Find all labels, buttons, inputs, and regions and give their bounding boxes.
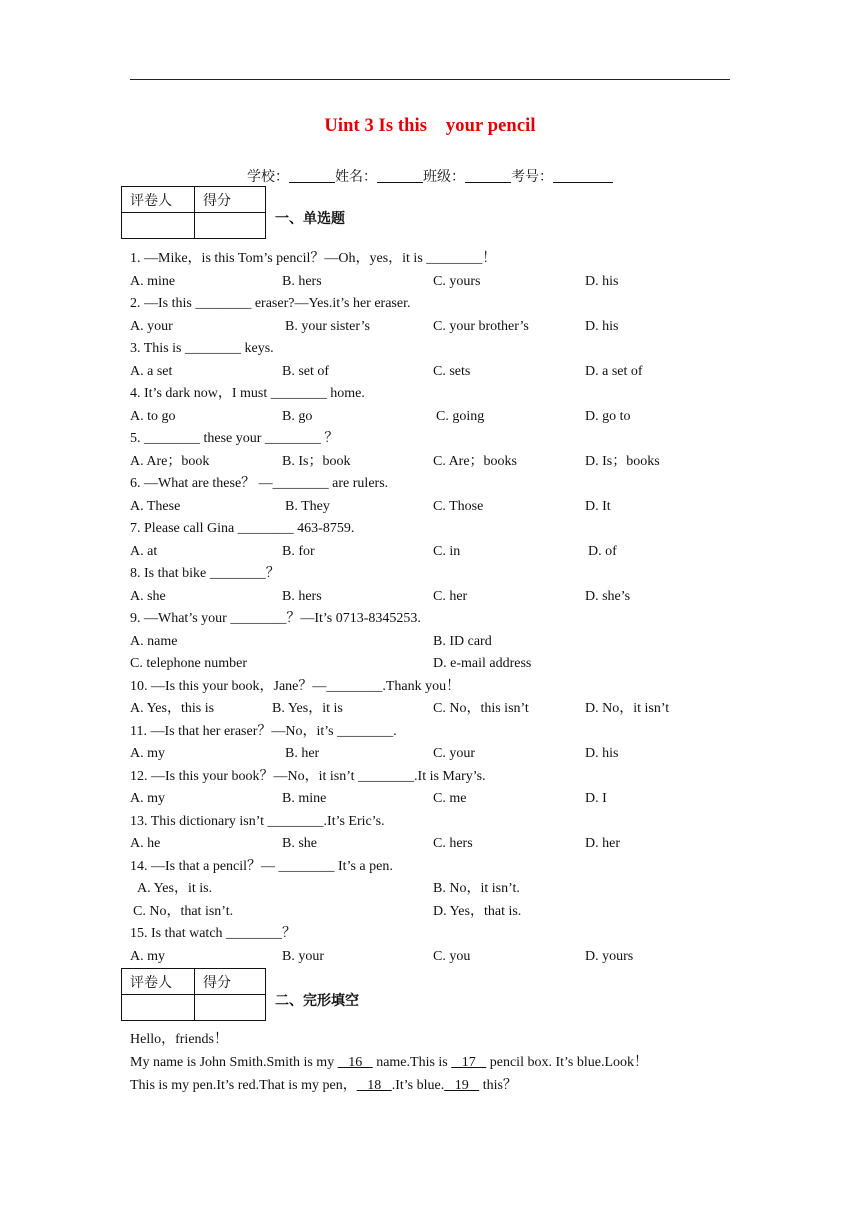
answer-option[interactable]: B. go	[282, 408, 313, 424]
school-blank[interactable]	[289, 168, 335, 183]
cloze-blank-16[interactable]: 16	[337, 1055, 373, 1070]
answer-option[interactable]: C. Are；books	[433, 453, 517, 469]
answer-option[interactable]: B. her	[285, 746, 320, 761]
school-label: 学校：	[247, 170, 289, 185]
answer-option[interactable]: C. yours	[433, 273, 481, 289]
answer-option[interactable]: A. mine	[130, 273, 176, 289]
answer-option[interactable]: D. her	[585, 836, 620, 851]
answer-option[interactable]: A. Yes，it is.	[137, 881, 213, 896]
reviewer-header: 评卷人	[122, 969, 195, 995]
answer-option[interactable]: D. yours	[585, 948, 634, 964]
answer-option[interactable]: D. she’s	[585, 588, 631, 604]
answer-option[interactable]: A. my	[130, 948, 165, 964]
exam-number-label: 考号：	[511, 170, 553, 185]
answer-option[interactable]: C. in	[433, 543, 461, 559]
grader-score-box-2	[121, 968, 266, 1021]
question-stem: 7. Please call Gina ________ 463-8759.	[130, 521, 355, 536]
cloze-text: This is my pen.It’s red.That is my pen，	[130, 1078, 357, 1093]
answer-option[interactable]: D. a set of	[585, 363, 643, 379]
question-stem: 12. —Is this your book？—No，it isn’t ________.It is Mary’s.	[130, 768, 486, 784]
answer-option[interactable]: B. They	[285, 498, 330, 514]
answer-option[interactable]: A. my	[130, 746, 165, 761]
answer-option[interactable]: D. his	[585, 746, 619, 761]
exam-number-blank[interactable]	[553, 168, 613, 183]
answer-option[interactable]: C. me	[433, 791, 467, 806]
page-title: Uint 3 Is this your pencil	[324, 116, 536, 136]
name-label: 姓名：	[335, 170, 377, 185]
answer-option[interactable]: B. Is；book	[282, 453, 351, 469]
answer-option[interactable]: C. going	[436, 408, 485, 424]
question-stem: 9. —What’s your ________？—It’s 0713-8345253.	[130, 611, 421, 626]
question-stem: 15. Is that watch ________？	[130, 926, 297, 941]
answer-option[interactable]: B. hers	[282, 273, 322, 289]
answer-option[interactable]: A. These	[130, 498, 181, 514]
question-stem: 8. Is that bike ________？	[130, 566, 280, 581]
answer-option[interactable]: B. your sister’s	[285, 318, 370, 334]
answer-option[interactable]: C. you	[433, 948, 471, 964]
question-stem: 5. ________ these your ________ ？	[130, 431, 339, 446]
question-stem: 13. This dictionary isn’t ________.It’s Eric’s.	[130, 813, 385, 829]
answer-option[interactable]: D. of	[588, 543, 617, 559]
question-stem: 3. This is ________ keys.	[130, 341, 274, 356]
answer-option[interactable]: D. Yes，that is.	[433, 903, 522, 919]
cloze-line-1	[130, 1054, 648, 1072]
answer-option[interactable]: A. at	[130, 543, 158, 559]
answer-option[interactable]: D. his	[585, 318, 619, 334]
answer-option[interactable]: A. name	[130, 633, 178, 649]
answer-option[interactable]: A. to go	[130, 408, 176, 424]
answer-option[interactable]: D. go to	[585, 408, 631, 424]
answer-option[interactable]: B. Yes，it is	[272, 701, 343, 716]
answer-option[interactable]: A. he	[130, 836, 161, 851]
cloze-text: this？	[479, 1078, 517, 1093]
answer-option[interactable]: D. It	[585, 498, 611, 514]
cloze-text: .It’s blue.	[391, 1078, 445, 1093]
section-heading-single-choice: 一、单选题	[275, 212, 345, 227]
score-cell[interactable]	[195, 995, 266, 1021]
answer-option[interactable]: C. her	[433, 588, 468, 604]
cloze-blank-19[interactable]: 19	[444, 1078, 480, 1093]
question-stem: 2. —Is this ________ eraser?—Yes.it’s her eraser.	[130, 296, 411, 311]
answer-option[interactable]: B. mine	[282, 791, 327, 806]
answer-option[interactable]: A. my	[130, 791, 165, 806]
cloze-text: My name is John Smith.Smith is my	[130, 1055, 338, 1070]
answer-option[interactable]: D. I	[585, 791, 607, 806]
answer-option[interactable]: C. hers	[433, 836, 473, 851]
question-stem: 10. —Is this your book，Jane？—________.Thank you！	[130, 678, 461, 694]
question-stem: 1. —Mike，is this Tom’s pencil？—Oh，yes，it is ________！	[130, 251, 497, 266]
cloze-greeting: Hello，friends！	[130, 1032, 228, 1047]
cloze-text: pencil box. It’s blue.Look！	[486, 1055, 649, 1070]
cloze-text: name.This is	[372, 1055, 452, 1070]
answer-option[interactable]: C. Those	[433, 498, 484, 514]
reviewer-cell[interactable]	[122, 995, 195, 1021]
answer-option[interactable]: B. for	[282, 543, 315, 559]
answer-option[interactable]: B. hers	[282, 588, 322, 604]
question-stem: 11. —Is that her eraser？—No，it’s ________.	[130, 723, 397, 739]
answer-option[interactable]: A. Yes，this is	[130, 701, 215, 716]
class-blank[interactable]	[465, 168, 511, 183]
cloze-line-2	[130, 1077, 517, 1095]
cloze-blank-18[interactable]: 18	[356, 1078, 392, 1093]
score-header: 得分	[195, 969, 266, 995]
answer-option[interactable]: A. a set	[130, 363, 173, 379]
score-cell[interactable]	[195, 213, 266, 239]
answer-option[interactable]: C. No，that isn’t.	[133, 903, 234, 919]
answer-option[interactable]: D. his	[585, 273, 619, 289]
answer-option[interactable]: C. your	[433, 746, 475, 761]
student-info-line	[0, 166, 860, 186]
answer-option[interactable]: B. set of	[282, 363, 330, 379]
section-heading-cloze: 二、完形填空	[275, 994, 359, 1009]
answer-option[interactable]: C. your brother’s	[433, 318, 529, 334]
answer-option[interactable]: B. No，it isn’t.	[433, 881, 520, 896]
question-stem: 14. —Is that a pencil？— ________ It’s a pen.	[130, 858, 393, 874]
reviewer-cell[interactable]	[122, 213, 195, 239]
class-label: 班级：	[423, 170, 465, 185]
score-header: 得分	[195, 187, 266, 213]
answer-option[interactable]: B. your	[282, 948, 324, 964]
answer-option[interactable]: A. Are；book	[130, 453, 210, 469]
question-stem: 4. It’s dark now，I must ________ home.	[130, 386, 365, 401]
answer-option[interactable]: A. your	[130, 318, 173, 334]
answer-option[interactable]: D. No，it isn’t	[585, 701, 670, 716]
answer-option[interactable]: B. ID card	[433, 633, 492, 649]
answer-option[interactable]: D. e-mail address	[433, 656, 532, 671]
answer-option[interactable]: B. she	[282, 836, 317, 851]
reviewer-header: 评卷人	[122, 187, 195, 213]
header-rule	[130, 79, 730, 80]
question-stem: 6. —What are these？ —________ are rulers.	[130, 476, 389, 491]
answer-option[interactable]: A. she	[130, 588, 166, 604]
name-blank[interactable]	[377, 168, 423, 183]
grader-score-box-1	[121, 186, 266, 239]
answer-option[interactable]: C. telephone number	[130, 656, 248, 671]
answer-option[interactable]: D. Is；books	[585, 453, 660, 469]
answer-option[interactable]: C. sets	[433, 363, 471, 379]
cloze-blank-17[interactable]: 17	[451, 1055, 487, 1070]
answer-option[interactable]: C. No，this isn’t	[433, 701, 529, 716]
